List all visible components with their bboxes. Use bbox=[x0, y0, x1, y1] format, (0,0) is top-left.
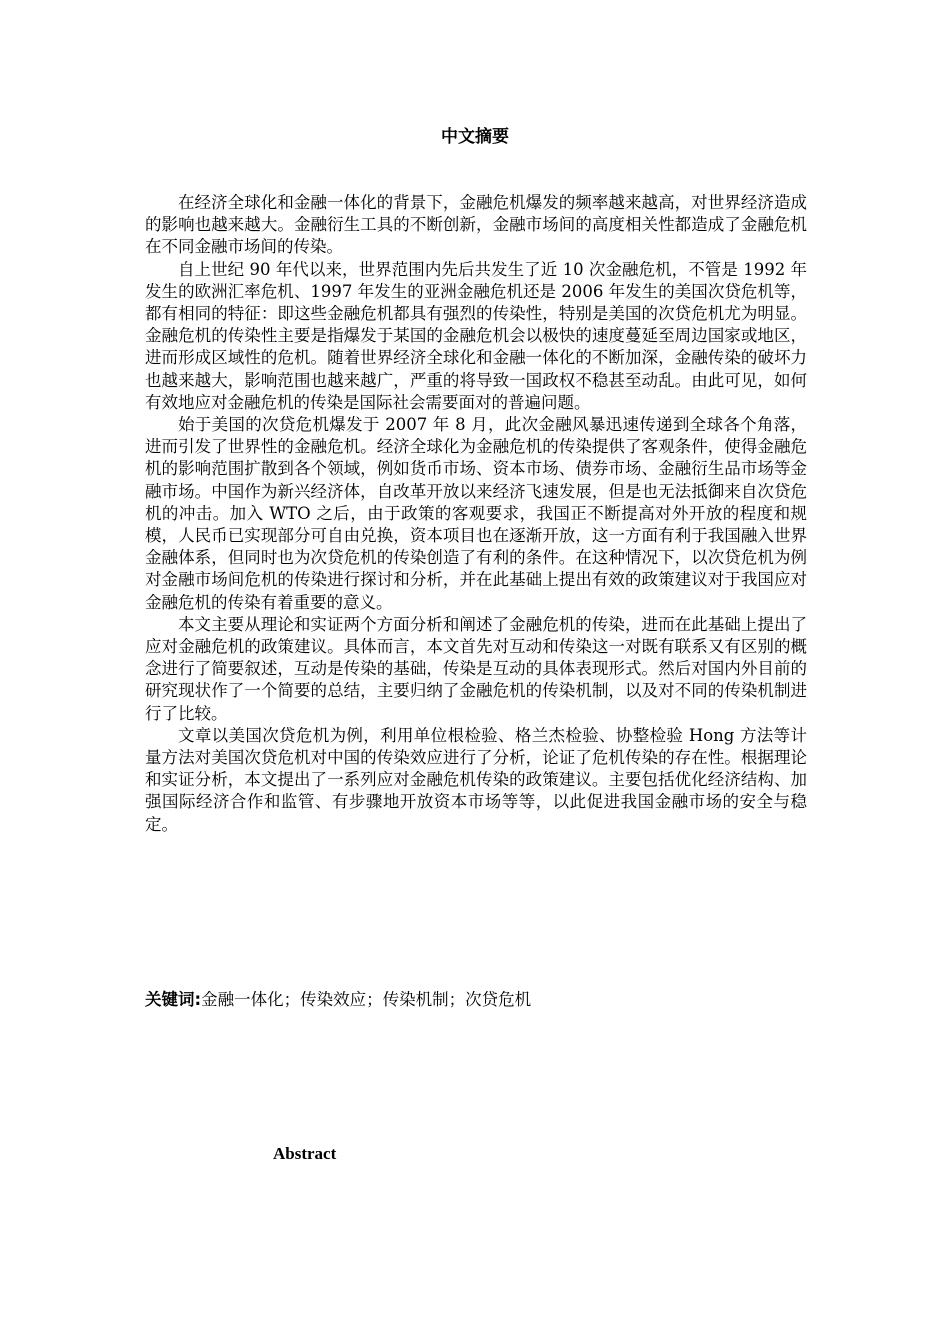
keywords-line bbox=[145, 989, 807, 1011]
english-abstract-title: Abstract bbox=[273, 1144, 337, 1163]
abstract-paragraph-1: 在经济全球化和金融一体化的背景下，金融危机爆发的频率越来越高，对世界经济造成的影响也越来越大。金融衍生工具的不断创新，金融市场间的高度相关性都造成了金融危机在不同金融市场间的传染。 bbox=[145, 193, 807, 257]
keywords-label: 关键词: bbox=[145, 990, 202, 1009]
keywords-text: 金融一体化；传染效应；传染机制；次贷危机 bbox=[201, 990, 532, 1009]
abstract-paragraph-5: 文章以美国次贷危机为例，利用单位根检验、格兰杰检验、协整检验 Hong 方法等计量方法对美国次贷危机对中国的传染效应进行了分析，论证了危机传染的存在性。根据理论和实证分析，本文提出了一系列应对金融危机传染的政策建议。主要包括优化经济结构、加强国际经济合作和监管、有步骤地开放资本市场等等，以此促进我国金融市场的安全与稳定。 bbox=[145, 725, 807, 834]
abstract-body bbox=[145, 192, 807, 836]
abstract-paragraph-3: 始于美国的次贷危机爆发于 2007 年 8 月，此次金融风暴迅速传递到全球各个角落，进而引发了世界性的金融危机。经济全球化为金融危机的传染提供了客观条件，使得金融危机的影响范围扩散到各个领域，例如货币市场、资本市场、债券市场、金融衍生品市场等金融市场。中国作为新兴经济体，自改革开放以来经济飞速发展，但是也无法抵御来自次贷危机的冲击。加入 WTO 之后，由于政策的客观要求，我国正不断提高对外开放的程度和规模，人民币已实现部分可自由兑换，资本项目也在逐渐开放，这一方面有利于我国融入世界金融体系，但同时也为次贷危机的传染创造了有利的条件。在这种情况下，以次贷危机为例对金融市场间危机的传染进行探讨和分析，并在此基础上提出有效的政策建议对于我国应对金融危机的传染有着重要的意义。 bbox=[145, 415, 807, 612]
abstract-paragraph-4: 本文主要从理论和实证两个方面分析和阐述了金融危机的传染，进而在此基础上提出了应对金融危机的政策建议。具体而言，本文首先对互动和传染这一对既有联系又有区别的概念进行了简要叙述，互动是传染的基础，传染是互动的具体表现形式。然后对国内外目前的研究现状作了一个简要的总结，主要归纳了金融危机的传染机制，以及对不同的传染机制进行了比较。 bbox=[145, 614, 807, 723]
abstract-paragraph-2: 自上世纪 90 年代以来，世界范围内先后共发生了近 10 次金融危机，不管是 1992 年发生的欧洲汇率危机、1997 年发生的亚洲金融危机还是 2006 年发生的美国次贷危机等，都有相同的特征：即这些金融危机都具有强烈的传染性，特别是美国的次贷危机尤为明显。金融危机的传染性主要是指爆发于某国的金融危机会以极快的速度蔓延至周边国家或地区，进而形成区域性的危机。随着世界经济全球化和金融一体化的不断加深，金融传染的破坏力也越来越大，影响范围也越来越广，严重的将导致一国政权不稳甚至动乱。由此可见，如何有效地应对金融危机的传染是国际社会需要面对的普遍问题。 bbox=[145, 259, 807, 412]
page-title: 中文摘要 bbox=[441, 127, 509, 147]
